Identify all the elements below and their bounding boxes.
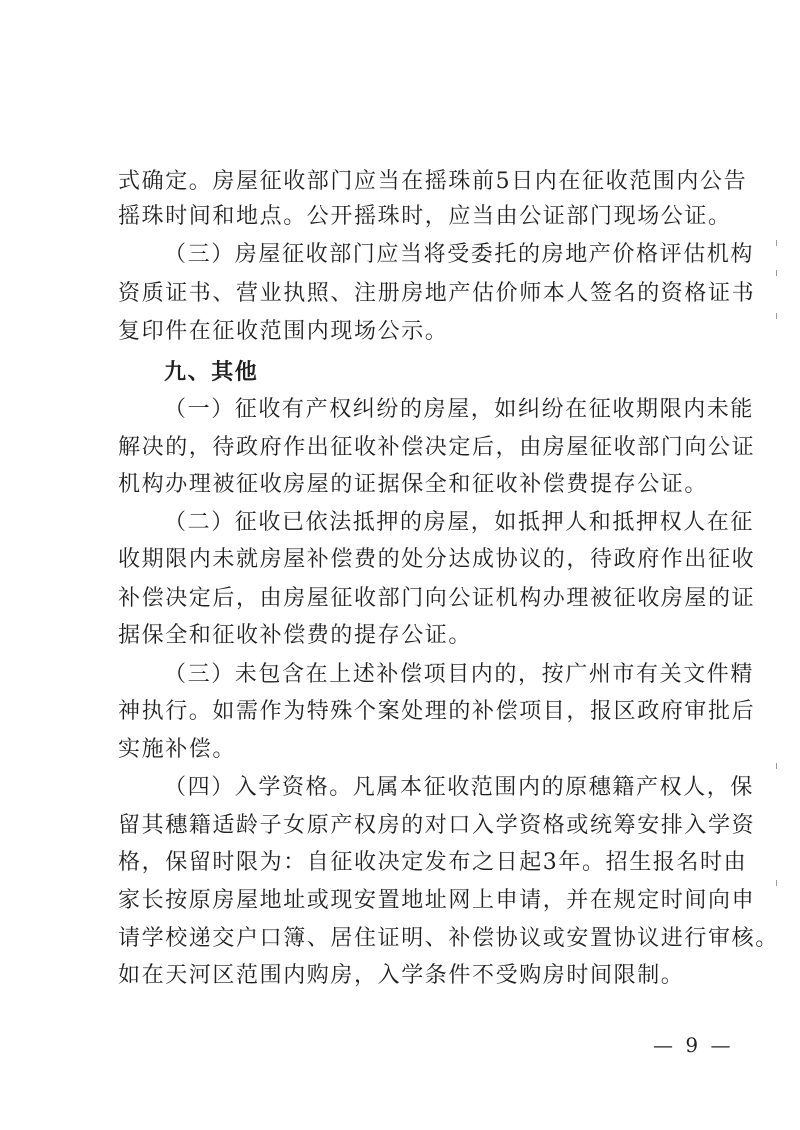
text-line: 神执行。如需作为特殊个案处理的补偿项目，报区政府审批后 xyxy=(118,699,756,724)
text-line: 机构办理被征收房屋的证据保全和征收补偿费提存公证。 xyxy=(118,472,709,497)
text-line: 资质证书、营业执照、注册房地产估价师本人签名的资格证书 xyxy=(118,281,756,306)
text-line: （三）未包含在上述补偿项目内的，按广州市有关文件精 xyxy=(164,662,755,687)
text-line: 解决的，待政府作出征收补偿决定后，由房屋征收部门向公证 xyxy=(118,435,756,460)
text-line: （三）房屋征收部门应当将受委托的房地产价格评估机构 xyxy=(164,242,755,267)
text-line: 复印件在征收范围内现场公示。 xyxy=(118,319,449,344)
text-line: 摇珠时间和地点。公开摇珠时，应当由公证部门现场公证。 xyxy=(118,204,732,229)
text-line: 式确定。房屋征收部门应当在摇珠前5日内在征收范围内公告 xyxy=(118,169,748,194)
scan-mark xyxy=(776,270,777,276)
text-line: （二）征收已依法抵押的房屋，如抵押人和抵押权人在征 xyxy=(164,510,755,535)
text-line: 补偿决定后，由房屋征收部门向公证机构办理被征收房屋的证 xyxy=(118,586,756,611)
section-heading: 九、其他 xyxy=(164,359,259,385)
scan-mark xyxy=(776,880,777,886)
text-line: 如在天河区范围内购房，入学条件不受购房时间限制。 xyxy=(118,963,685,988)
text-line: 实施补偿。 xyxy=(118,737,237,762)
text-line: 请学校递交户口簿、居住证明、补偿协议或安置协议进行审核。 xyxy=(118,926,779,951)
text-line: 家长按原房屋地址或现安置地址网上申请，并在规定时间向申 xyxy=(118,888,756,913)
text-line: 留其穗籍适龄子女原产权房的对口入学资格或统筹安排入学资 xyxy=(118,813,756,838)
text-line: 收期限内未就房屋补偿费的处分达成协议的，待政府作出征收 xyxy=(118,547,756,572)
text-line: （一）征收有产权纠纷的房屋，如纠纷在征收期限内未能 xyxy=(164,397,755,422)
text-line: 据保全和征收补偿费的提存公证。 xyxy=(118,623,473,648)
text-line: 格，保留时限为：自征收决定发布之日起3年。招生报名时由 xyxy=(118,850,748,875)
scan-mark xyxy=(776,240,777,246)
scan-mark xyxy=(776,763,777,769)
page-number: — 9 — xyxy=(653,1033,734,1057)
scan-mark xyxy=(776,313,777,319)
text-line: （四）入学资格。凡属本征收范围内的原穗籍产权人，保 xyxy=(164,775,755,800)
